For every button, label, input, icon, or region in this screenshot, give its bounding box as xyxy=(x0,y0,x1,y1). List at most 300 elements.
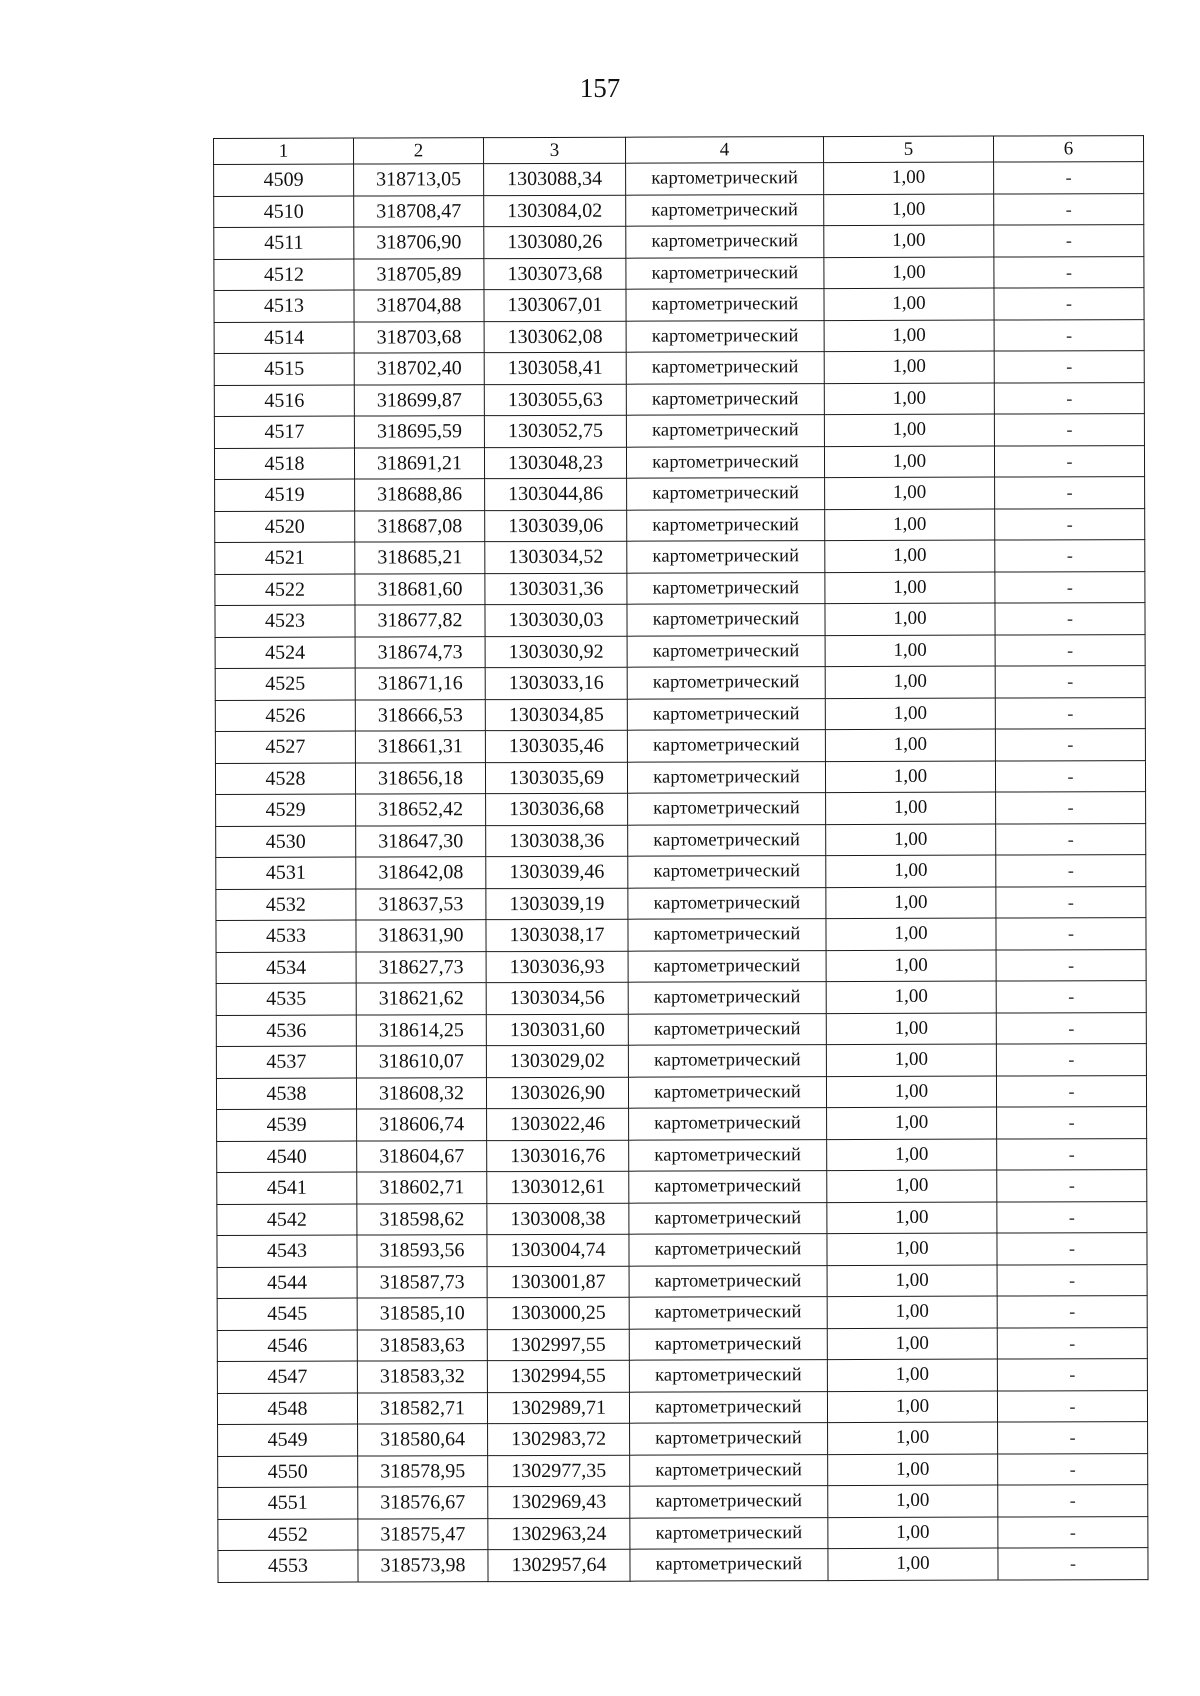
y-coordinate-cell: 1303008,38 xyxy=(487,1203,629,1235)
point-number-cell: 4525 xyxy=(215,668,355,700)
note-cell: - xyxy=(996,823,1146,855)
y-coordinate-cell: 1303036,93 xyxy=(486,951,628,983)
y-coordinate-cell: 1303026,90 xyxy=(486,1077,628,1109)
x-coordinate-cell: 318642,08 xyxy=(356,857,486,889)
accuracy-cell: 1,00 xyxy=(826,981,996,1013)
method-cell: картометрический xyxy=(628,1013,826,1045)
accuracy-cell: 1,00 xyxy=(826,1076,996,1108)
accuracy-cell: 1,00 xyxy=(828,1454,998,1486)
note-cell: - xyxy=(994,225,1144,257)
point-number-cell: 4519 xyxy=(215,479,355,511)
accuracy-cell: 1,00 xyxy=(824,257,994,289)
note-cell: - xyxy=(998,1516,1148,1548)
x-coordinate-cell: 318575,47 xyxy=(358,1518,488,1550)
note-cell: - xyxy=(997,1170,1147,1202)
y-coordinate-cell: 1303029,02 xyxy=(486,1045,628,1077)
x-coordinate-cell: 318705,89 xyxy=(354,258,484,290)
x-coordinate-cell: 318699,87 xyxy=(354,384,484,416)
x-coordinate-cell: 318580,64 xyxy=(358,1424,488,1456)
y-coordinate-cell: 1302997,55 xyxy=(487,1329,629,1361)
method-cell: картометрический xyxy=(628,950,826,982)
table-row xyxy=(214,351,1144,385)
y-coordinate-cell: 1302994,55 xyxy=(487,1360,629,1392)
y-coordinate-cell: 1303030,92 xyxy=(485,636,627,668)
table-row xyxy=(218,1516,1148,1550)
note-cell: - xyxy=(994,256,1144,288)
point-number-cell: 4520 xyxy=(215,511,355,543)
accuracy-cell: 1,00 xyxy=(827,1233,997,1265)
y-coordinate-cell: 1302977,35 xyxy=(488,1455,630,1487)
method-cell: картометрический xyxy=(627,478,825,510)
y-coordinate-cell: 1303052,75 xyxy=(484,415,626,447)
point-number-cell: 4522 xyxy=(215,574,355,606)
x-coordinate-cell: 318582,71 xyxy=(357,1392,487,1424)
point-number-cell: 4515 xyxy=(214,353,354,385)
point-number-cell: 4546 xyxy=(217,1330,357,1362)
point-number-cell: 4521 xyxy=(215,542,355,574)
y-coordinate-cell: 1303012,61 xyxy=(487,1171,629,1203)
note-cell: - xyxy=(996,1075,1146,1107)
y-coordinate-cell: 1303080,26 xyxy=(484,226,626,258)
method-cell: картометрический xyxy=(628,793,826,825)
table-row xyxy=(214,225,1144,259)
x-coordinate-cell: 318637,53 xyxy=(356,888,486,920)
x-coordinate-cell: 318608,32 xyxy=(356,1077,486,1109)
y-coordinate-cell: 1303031,36 xyxy=(485,573,627,605)
y-coordinate-cell: 1303038,17 xyxy=(486,919,628,951)
note-cell: - xyxy=(995,603,1145,635)
method-cell: картометрический xyxy=(629,1265,827,1297)
method-cell: картометрический xyxy=(629,1108,827,1140)
accuracy-cell: 1,00 xyxy=(824,288,994,320)
accuracy-cell: 1,00 xyxy=(826,887,996,919)
method-cell: картометрический xyxy=(626,415,824,447)
note-cell: - xyxy=(994,382,1144,414)
note-cell: - xyxy=(995,571,1145,603)
method-cell: картометрический xyxy=(628,856,826,888)
accuracy-cell: 1,00 xyxy=(824,383,994,415)
y-coordinate-cell: 1303044,86 xyxy=(485,478,627,510)
table-row xyxy=(215,697,1145,731)
point-number-cell: 4544 xyxy=(217,1267,357,1299)
point-number-cell: 4517 xyxy=(214,416,354,448)
method-cell: картометрический xyxy=(626,383,824,415)
method-cell: картометрический xyxy=(627,572,825,604)
accuracy-cell: 1,00 xyxy=(825,477,995,509)
table-row xyxy=(215,477,1145,511)
method-cell: картометрический xyxy=(626,257,824,289)
point-number-cell: 4518 xyxy=(214,448,354,480)
header-y-coordinate: 3 xyxy=(484,137,626,163)
note-cell: - xyxy=(995,477,1145,509)
accuracy-cell: 1,00 xyxy=(828,1548,998,1580)
table-row xyxy=(218,1548,1148,1582)
method-cell: картометрический xyxy=(628,1045,826,1077)
note-cell: - xyxy=(996,918,1146,950)
method-cell: картометрический xyxy=(628,1076,826,1108)
accuracy-cell: 1,00 xyxy=(824,320,994,352)
y-coordinate-cell: 1303038,36 xyxy=(486,825,628,857)
x-coordinate-cell: 318647,30 xyxy=(356,825,486,857)
table-row xyxy=(216,1044,1146,1078)
table-row xyxy=(217,1107,1147,1141)
accuracy-cell: 1,00 xyxy=(825,509,995,541)
method-cell: картометрический xyxy=(627,604,825,636)
method-cell: картометрический xyxy=(626,446,824,478)
table-header-row xyxy=(214,136,1144,165)
point-number-cell: 4528 xyxy=(215,763,355,795)
note-cell: - xyxy=(995,760,1145,792)
y-coordinate-cell: 1303004,74 xyxy=(487,1234,629,1266)
accuracy-cell: 1,00 xyxy=(824,414,994,446)
table-row xyxy=(214,193,1144,227)
y-coordinate-cell: 1303036,68 xyxy=(486,793,628,825)
x-coordinate-cell: 318610,07 xyxy=(356,1046,486,1078)
method-cell: картометрический xyxy=(629,1360,827,1392)
method-cell: картометрический xyxy=(629,1202,827,1234)
note-cell: - xyxy=(996,792,1146,824)
point-number-cell: 4526 xyxy=(215,700,355,732)
x-coordinate-cell: 318656,18 xyxy=(355,762,485,794)
accuracy-cell: 1,00 xyxy=(825,729,995,761)
method-cell: картометрический xyxy=(629,1328,827,1360)
table-row xyxy=(214,445,1144,479)
note-cell: - xyxy=(997,1359,1147,1391)
note-cell: - xyxy=(997,1327,1147,1359)
accuracy-cell: 1,00 xyxy=(827,1202,997,1234)
table-row xyxy=(215,508,1145,542)
note-cell: - xyxy=(994,414,1144,446)
method-cell: картометрический xyxy=(627,667,825,699)
accuracy-cell: 1,00 xyxy=(824,162,994,194)
method-cell: картометрический xyxy=(627,730,825,762)
header-point-number: 1 xyxy=(214,138,354,164)
point-number-cell: 4524 xyxy=(215,637,355,669)
method-cell: картометрический xyxy=(626,163,824,195)
accuracy-cell: 1,00 xyxy=(827,1139,997,1171)
x-coordinate-cell: 318627,73 xyxy=(356,951,486,983)
y-coordinate-cell: 1303034,52 xyxy=(485,541,627,573)
x-coordinate-cell: 318578,95 xyxy=(358,1455,488,1487)
table-row xyxy=(214,288,1144,322)
method-cell: картометрический xyxy=(630,1517,828,1549)
table-row xyxy=(216,1075,1146,1109)
point-number-cell: 4513 xyxy=(214,290,354,322)
page-number: 157 xyxy=(579,73,621,103)
y-coordinate-cell: 1303034,56 xyxy=(486,982,628,1014)
header-method: 4 xyxy=(625,137,823,164)
table-row xyxy=(217,1264,1147,1298)
x-coordinate-cell: 318671,16 xyxy=(355,668,485,700)
accuracy-cell: 1,00 xyxy=(824,351,994,383)
table-row xyxy=(217,1390,1147,1424)
point-number-cell: 4532 xyxy=(216,889,356,921)
note-cell: - xyxy=(998,1453,1148,1485)
point-number-cell: 4537 xyxy=(216,1046,356,1078)
table-row xyxy=(215,729,1145,763)
accuracy-cell: 1,00 xyxy=(825,635,995,667)
note-cell: - xyxy=(996,1012,1146,1044)
x-coordinate-cell: 318593,56 xyxy=(357,1235,487,1267)
method-cell: картометрический xyxy=(626,194,824,226)
point-number-cell: 4533 xyxy=(216,920,356,952)
note-cell: - xyxy=(994,445,1144,477)
y-coordinate-cell: 1303016,76 xyxy=(487,1140,629,1172)
point-number-cell: 4530 xyxy=(216,826,356,858)
point-number-cell: 4535 xyxy=(216,983,356,1015)
y-coordinate-cell: 1302957,64 xyxy=(488,1549,630,1581)
y-coordinate-cell: 1303035,46 xyxy=(485,730,627,762)
note-cell: - xyxy=(997,1264,1147,1296)
x-coordinate-cell: 318685,21 xyxy=(355,542,485,574)
header-accuracy: 5 xyxy=(823,136,993,163)
table-row xyxy=(216,886,1146,920)
note-cell: - xyxy=(994,351,1144,383)
accuracy-cell: 1,00 xyxy=(827,1359,997,1391)
method-cell: картометрический xyxy=(626,352,824,384)
point-number-cell: 4549 xyxy=(218,1424,358,1456)
x-coordinate-cell: 318621,62 xyxy=(356,983,486,1015)
x-coordinate-cell: 318652,42 xyxy=(356,794,486,826)
table-row xyxy=(216,823,1146,857)
x-coordinate-cell: 318703,68 xyxy=(354,321,484,353)
note-cell: - xyxy=(995,697,1145,729)
accuracy-cell: 1,00 xyxy=(824,194,994,226)
method-cell: картометрический xyxy=(627,541,825,573)
accuracy-cell: 1,00 xyxy=(827,1265,997,1297)
x-coordinate-cell: 318704,88 xyxy=(354,290,484,322)
table-row xyxy=(216,792,1146,826)
x-coordinate-cell: 318708,47 xyxy=(354,195,484,227)
method-cell: картометрический xyxy=(628,824,826,856)
table-row xyxy=(215,760,1145,794)
note-cell: - xyxy=(997,1138,1147,1170)
y-coordinate-cell: 1303001,87 xyxy=(487,1266,629,1298)
method-cell: картометрический xyxy=(628,887,826,919)
y-coordinate-cell: 1303048,23 xyxy=(484,447,626,479)
note-cell: - xyxy=(995,540,1145,572)
point-number-cell: 4531 xyxy=(216,857,356,889)
y-coordinate-cell: 1302983,72 xyxy=(488,1423,630,1455)
table-body xyxy=(214,162,1148,1582)
table-row xyxy=(218,1422,1148,1456)
table-row xyxy=(214,162,1144,196)
x-coordinate-cell: 318604,67 xyxy=(357,1140,487,1172)
y-coordinate-cell: 1303034,85 xyxy=(485,699,627,731)
point-number-cell: 4541 xyxy=(217,1172,357,1204)
point-number-cell: 4514 xyxy=(214,322,354,354)
point-number-cell: 4551 xyxy=(218,1487,358,1519)
table-row xyxy=(215,666,1145,700)
x-coordinate-cell: 318702,40 xyxy=(354,353,484,385)
point-number-cell: 4516 xyxy=(214,385,354,417)
note-cell: - xyxy=(995,508,1145,540)
table-row xyxy=(215,603,1145,637)
header-x-coordinate: 2 xyxy=(354,138,484,164)
x-coordinate-cell: 318695,59 xyxy=(354,416,484,448)
x-coordinate-cell: 318602,71 xyxy=(357,1172,487,1204)
table-row xyxy=(215,540,1145,574)
table-row xyxy=(215,571,1145,605)
y-coordinate-cell: 1303084,02 xyxy=(484,195,626,227)
accuracy-cell: 1,00 xyxy=(825,572,995,604)
method-cell: картометрический xyxy=(630,1486,828,1518)
x-coordinate-cell: 318691,21 xyxy=(354,447,484,479)
point-number-cell: 4509 xyxy=(214,164,354,196)
table-row xyxy=(215,634,1145,668)
accuracy-cell: 1,00 xyxy=(826,824,996,856)
x-coordinate-cell: 318706,90 xyxy=(354,227,484,259)
table-row xyxy=(214,256,1144,290)
table-row xyxy=(216,1012,1146,1046)
method-cell: картометрический xyxy=(627,698,825,730)
coordinates-table xyxy=(213,135,1149,1582)
table-row xyxy=(217,1296,1147,1330)
x-coordinate-cell: 318688,86 xyxy=(355,479,485,511)
x-coordinate-cell: 318583,63 xyxy=(357,1329,487,1361)
note-cell: - xyxy=(994,288,1144,320)
accuracy-cell: 1,00 xyxy=(828,1422,998,1454)
y-coordinate-cell: 1303062,08 xyxy=(484,321,626,353)
accuracy-cell: 1,00 xyxy=(826,855,996,887)
table-row xyxy=(218,1453,1148,1487)
point-number-cell: 4512 xyxy=(214,259,354,291)
x-coordinate-cell: 318713,05 xyxy=(354,164,484,196)
note-cell: - xyxy=(994,193,1144,225)
accuracy-cell: 1,00 xyxy=(826,1013,996,1045)
method-cell: картометрический xyxy=(629,1234,827,1266)
accuracy-cell: 1,00 xyxy=(826,950,996,982)
header-note: 6 xyxy=(993,136,1143,162)
point-number-cell: 4538 xyxy=(216,1078,356,1110)
point-number-cell: 4540 xyxy=(217,1141,357,1173)
note-cell: - xyxy=(996,886,1146,918)
accuracy-cell: 1,00 xyxy=(827,1296,997,1328)
accuracy-cell: 1,00 xyxy=(825,666,995,698)
note-cell: - xyxy=(998,1548,1148,1580)
y-coordinate-cell: 1303035,69 xyxy=(485,762,627,794)
method-cell: картометрический xyxy=(628,919,826,951)
note-cell: - xyxy=(997,1390,1147,1422)
y-coordinate-cell: 1303058,41 xyxy=(484,352,626,384)
accuracy-cell: 1,00 xyxy=(827,1328,997,1360)
table-row xyxy=(214,319,1144,353)
table-row xyxy=(217,1233,1147,1267)
note-cell: - xyxy=(998,1485,1148,1517)
accuracy-cell: 1,00 xyxy=(825,761,995,793)
x-coordinate-cell: 318677,82 xyxy=(355,605,485,637)
point-number-cell: 4529 xyxy=(216,794,356,826)
point-number-cell: 4547 xyxy=(217,1361,357,1393)
accuracy-cell: 1,00 xyxy=(827,1391,997,1423)
point-number-cell: 4552 xyxy=(218,1519,358,1551)
method-cell: картометрический xyxy=(626,289,824,321)
point-number-cell: 4534 xyxy=(216,952,356,984)
x-coordinate-cell: 318576,67 xyxy=(358,1487,488,1519)
point-number-cell: 4548 xyxy=(217,1393,357,1425)
note-cell: - xyxy=(998,1422,1148,1454)
x-coordinate-cell: 318661,31 xyxy=(355,731,485,763)
note-cell: - xyxy=(994,319,1144,351)
y-coordinate-cell: 1303022,46 xyxy=(487,1108,629,1140)
note-cell: - xyxy=(995,666,1145,698)
method-cell: картометрический xyxy=(630,1454,828,1486)
accuracy-cell: 1,00 xyxy=(826,918,996,950)
x-coordinate-cell: 318614,25 xyxy=(356,1014,486,1046)
point-number-cell: 4510 xyxy=(214,196,354,228)
method-cell: картометрический xyxy=(629,1139,827,1171)
table-row xyxy=(214,414,1144,448)
accuracy-cell: 1,00 xyxy=(826,1044,996,1076)
y-coordinate-cell: 1303067,01 xyxy=(484,289,626,321)
note-cell: - xyxy=(996,855,1146,887)
point-number-cell: 4550 xyxy=(218,1456,358,1488)
table-row xyxy=(217,1327,1147,1361)
note-cell: - xyxy=(997,1201,1147,1233)
note-cell: - xyxy=(996,981,1146,1013)
x-coordinate-cell: 318583,32 xyxy=(357,1361,487,1393)
method-cell: картометрический xyxy=(626,320,824,352)
y-coordinate-cell: 1303000,25 xyxy=(487,1297,629,1329)
y-coordinate-cell: 1302989,71 xyxy=(487,1392,629,1424)
y-coordinate-cell: 1303039,06 xyxy=(485,510,627,542)
method-cell: картометрический xyxy=(627,635,825,667)
table-row xyxy=(214,382,1144,416)
point-number-cell: 4542 xyxy=(217,1204,357,1236)
note-cell: - xyxy=(995,729,1145,761)
table-row xyxy=(218,1485,1148,1519)
accuracy-cell: 1,00 xyxy=(828,1485,998,1517)
note-cell: - xyxy=(996,949,1146,981)
y-coordinate-cell: 1303055,63 xyxy=(484,384,626,416)
x-coordinate-cell: 318573,98 xyxy=(358,1550,488,1582)
accuracy-cell: 1,00 xyxy=(825,698,995,730)
accuracy-cell: 1,00 xyxy=(827,1107,997,1139)
point-number-cell: 4523 xyxy=(215,605,355,637)
y-coordinate-cell: 1303033,16 xyxy=(485,667,627,699)
note-cell: - xyxy=(997,1233,1147,1265)
method-cell: картометрический xyxy=(629,1297,827,1329)
y-coordinate-cell: 1303088,34 xyxy=(484,163,626,195)
point-number-cell: 4536 xyxy=(216,1015,356,1047)
x-coordinate-cell: 318585,10 xyxy=(357,1298,487,1330)
x-coordinate-cell: 318631,90 xyxy=(356,920,486,952)
method-cell: картометрический xyxy=(629,1171,827,1203)
table-row xyxy=(216,949,1146,983)
note-cell: - xyxy=(996,1044,1146,1076)
y-coordinate-cell: 1303031,60 xyxy=(486,1014,628,1046)
table-row xyxy=(217,1359,1147,1393)
accuracy-cell: 1,00 xyxy=(826,792,996,824)
y-coordinate-cell: 1303073,68 xyxy=(484,258,626,290)
x-coordinate-cell: 318606,74 xyxy=(357,1109,487,1141)
accuracy-cell: 1,00 xyxy=(825,603,995,635)
table-row xyxy=(217,1201,1147,1235)
method-cell: картометрический xyxy=(629,1391,827,1423)
accuracy-cell: 1,00 xyxy=(824,446,994,478)
note-cell: - xyxy=(995,634,1145,666)
point-number-cell: 4543 xyxy=(217,1235,357,1267)
accuracy-cell: 1,00 xyxy=(828,1517,998,1549)
note-cell: - xyxy=(997,1296,1147,1328)
accuracy-cell: 1,00 xyxy=(825,540,995,572)
x-coordinate-cell: 318587,73 xyxy=(357,1266,487,1298)
point-number-cell: 4553 xyxy=(218,1550,358,1582)
method-cell: картометрический xyxy=(630,1549,828,1581)
y-coordinate-cell: 1302969,43 xyxy=(488,1486,630,1518)
table-row xyxy=(216,855,1146,889)
method-cell: картометрический xyxy=(628,982,826,1014)
